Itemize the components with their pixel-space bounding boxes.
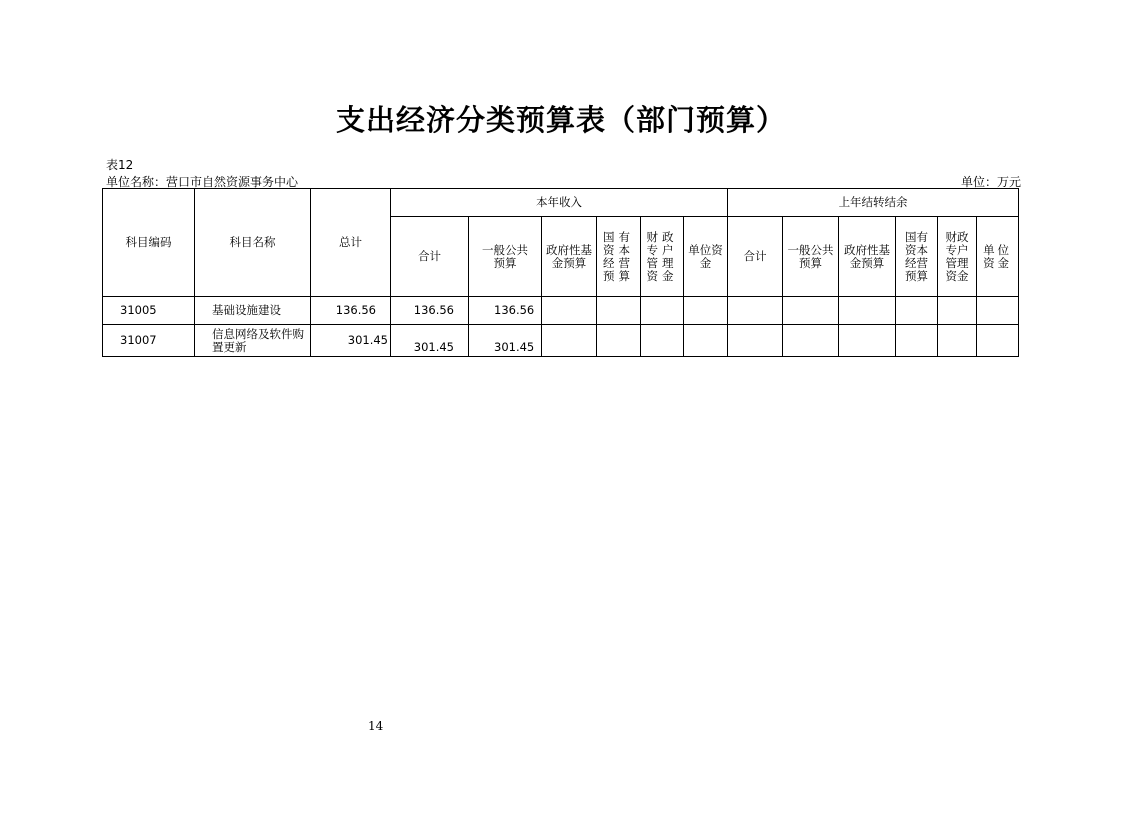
row-cell-empty (597, 297, 641, 325)
row-cell-empty (597, 325, 641, 357)
currency-unit: 单位：万元 (960, 175, 1021, 189)
header-cy-unit: 单位资金 (684, 217, 728, 297)
budget-table (102, 188, 1019, 357)
row-cell-empty (896, 297, 938, 325)
row-total: 136.56 (311, 297, 391, 325)
row-cy-heji: 136.56 (391, 297, 469, 325)
row-cell-empty (684, 325, 728, 357)
row-cell-empty (783, 297, 839, 325)
row-cell-empty (896, 325, 938, 357)
row-cell-empty (728, 297, 783, 325)
table-row (103, 297, 1019, 325)
row-cy-general: 301.45 (469, 325, 542, 357)
page-title: 支出经济分类预算表（部门预算） (335, 103, 786, 137)
header-cy-fiscal: 财政专户管理资金 (641, 217, 684, 297)
header-name: 科目名称 (195, 189, 311, 297)
row-name: 基础设施建设 (195, 297, 311, 325)
row-cell-empty (977, 325, 1019, 357)
row-cy-heji: 301.45 (391, 325, 469, 357)
header-ly-fiscal: 财政专户管理资金 (938, 217, 977, 297)
row-cell-empty (542, 297, 597, 325)
page-number: 14 (368, 719, 384, 733)
header-cy-heji: 合计 (391, 217, 469, 297)
header-ly-general: 一般公共预算 (783, 217, 839, 297)
header-cy-general: 一般公共预算 (469, 217, 542, 297)
row-cell-empty (839, 297, 896, 325)
table-number: 表12 (106, 158, 134, 172)
row-cell-empty (542, 325, 597, 357)
row-cell-empty (938, 325, 977, 357)
header-ly-soe: 国有资本经营预算 (896, 217, 938, 297)
header-ly-heji: 合计 (728, 217, 783, 297)
row-cell-empty (977, 297, 1019, 325)
header-total: 总计 (311, 189, 391, 297)
row-code: 31007 (103, 325, 195, 357)
row-cell-empty (783, 325, 839, 357)
row-cell-empty (641, 325, 684, 357)
row-total: 301.45 (311, 325, 391, 357)
row-cell-empty (938, 297, 977, 325)
row-cell-empty (728, 325, 783, 357)
header-ly-unit: 单位资金 (977, 217, 1019, 297)
header-ly-govfund: 政府性基金预算 (839, 217, 896, 297)
table-row (103, 325, 1019, 357)
row-name: 信息网络及软件购置更新 (195, 325, 311, 357)
header-cy-soe: 国有资本经营预算 (597, 217, 641, 297)
row-cell-empty (641, 297, 684, 325)
row-cell-empty (839, 325, 896, 357)
header-current-year: 本年收入 (391, 189, 728, 217)
row-cell-empty (684, 297, 728, 325)
header-code: 科目编码 (103, 189, 195, 297)
header-last-year: 上年结转结余 (728, 189, 1019, 217)
header-row-1 (103, 189, 1019, 217)
unit-name: 单位名称：营口市自然资源事务中心 (106, 175, 299, 189)
row-cy-general: 136.56 (469, 297, 542, 325)
row-code: 31005 (103, 297, 195, 325)
header-cy-govfund: 政府性基金预算 (542, 217, 597, 297)
